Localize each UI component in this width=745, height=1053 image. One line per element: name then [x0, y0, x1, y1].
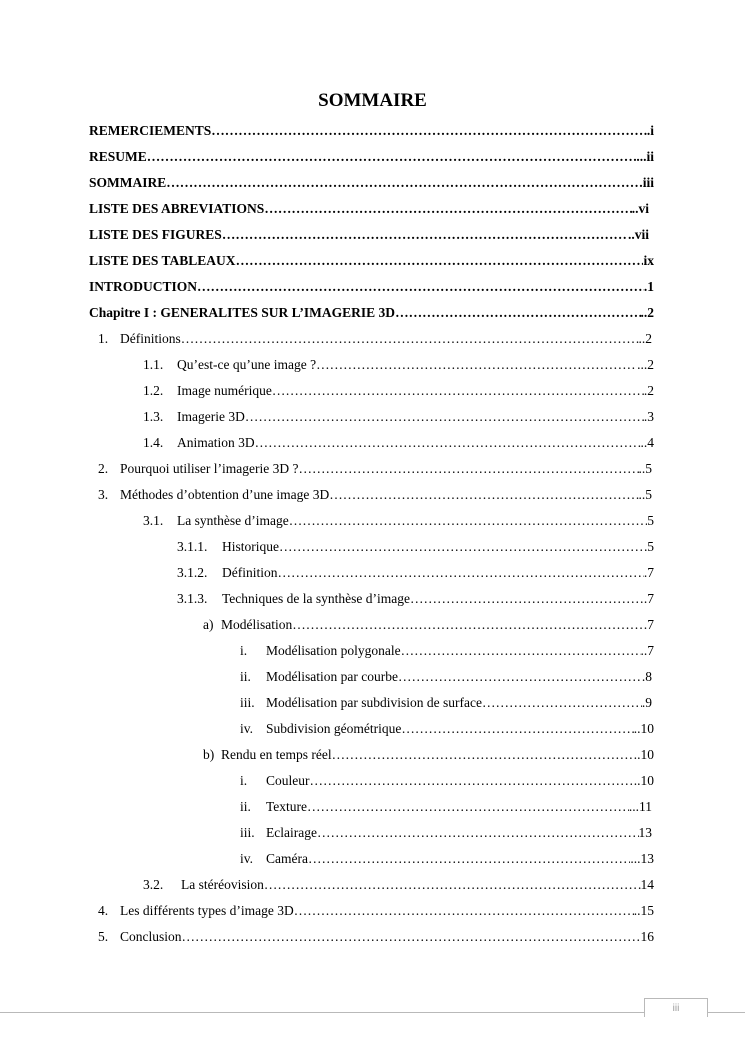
- toc-page-number: ..10: [633, 773, 654, 788]
- toc-entry-text: Qu’est-ce qu’une image ?: [177, 357, 317, 372]
- dot-leader: [298, 460, 638, 478]
- toc-page-number: .9: [641, 695, 652, 710]
- toc-entry-rendu-temps-reel[interactable]: [203, 746, 654, 764]
- toc-entry-number: iii.: [240, 695, 255, 710]
- toc-entry-number: 3.1.: [143, 513, 164, 528]
- toc-entry-synthese-image[interactable]: [143, 512, 654, 530]
- toc-entry-techniques[interactable]: [177, 590, 654, 608]
- toc-entry-number: ii.: [240, 799, 251, 814]
- toc-entry-text: Animation 3D: [177, 435, 255, 450]
- toc-entry-number: i.: [240, 643, 248, 658]
- toc-entry-text: RESUME: [89, 149, 147, 164]
- toc-entry-text: Rendu en temps réel: [221, 747, 332, 762]
- toc-entry-number: 1.4.: [143, 435, 164, 450]
- toc-entry-text: Pourquoi utiliser l’imagerie 3D ?: [120, 461, 299, 476]
- dot-leader: [166, 174, 642, 192]
- toc-entry-text: Les différents types d’image 3D: [120, 903, 294, 918]
- toc-page-number: ...2: [637, 357, 654, 372]
- toc-page-number: ..15: [633, 903, 654, 918]
- toc-entry-number: 1.3.: [143, 409, 164, 424]
- toc-entry-modelisation[interactable]: [203, 616, 654, 634]
- toc-entry-text: Imagerie 3D: [177, 409, 245, 424]
- toc-page-number: ..5: [638, 487, 652, 502]
- toc-entry-text: La synthèse d’image: [177, 513, 289, 528]
- dot-leader: [236, 252, 644, 270]
- dot-leader: [279, 538, 647, 556]
- toc-page-number: ...11: [628, 799, 652, 814]
- toc-page-number: .1: [643, 279, 654, 294]
- toc-page-number: .3: [643, 409, 654, 424]
- toc-page-number: ..2: [638, 331, 652, 346]
- toc-entry-number: 1.2.: [143, 383, 164, 398]
- dot-leader: [307, 798, 629, 816]
- toc-entry-text: LISTE DES TABLEAUX: [89, 253, 236, 268]
- dot-leader: [147, 148, 637, 166]
- toc-entry-sommaire[interactable]: [89, 174, 654, 192]
- toc-entry-text: Chapitre I : GENERALITES SUR L’IMAGERIE 3D: [89, 305, 396, 320]
- toc-page-number: ..vii: [627, 227, 649, 242]
- toc-page-number: 16: [640, 929, 654, 944]
- toc-entry-number: 3.: [98, 487, 109, 502]
- toc-page-number: 14: [640, 877, 654, 892]
- toc-entry-subdivision-geometrique[interactable]: [240, 720, 654, 738]
- dot-leader: [181, 330, 639, 348]
- toc-entry-animation-3d[interactable]: [143, 434, 654, 452]
- dot-leader: [398, 668, 642, 686]
- toc-entry-couleur[interactable]: [240, 772, 654, 790]
- toc-entry-text: Définition: [222, 565, 278, 580]
- dot-leader: [182, 928, 641, 946]
- dot-leader: [294, 902, 634, 920]
- toc-page-number: .2: [643, 383, 654, 398]
- dot-leader: [222, 226, 628, 244]
- toc-entry-chapitre-1[interactable]: [89, 304, 654, 322]
- toc-entry-number: iv.: [240, 851, 253, 866]
- toc-entry-text: Modélisation par subdivision de surface: [266, 695, 482, 710]
- toc-entry-text: REMERCIEMENTS: [89, 123, 212, 138]
- toc-entry-historique[interactable]: [177, 538, 654, 556]
- toc-entry-remerciements[interactable]: [89, 122, 654, 140]
- dot-leader: [310, 772, 634, 790]
- toc-entry-text: Historique: [222, 539, 279, 554]
- toc-entry-camera[interactable]: [240, 850, 654, 868]
- toc-page-number: .10: [637, 747, 654, 762]
- dot-leader: [401, 642, 641, 660]
- toc-entry-number: b): [203, 747, 215, 762]
- dot-leader: [401, 720, 633, 738]
- toc-entry-text: LISTE DES ABREVIATIONS: [89, 201, 265, 216]
- toc-entry-number: 3.1.2.: [177, 565, 208, 580]
- toc-entry-text: Couleur: [266, 773, 310, 788]
- dot-leader: [211, 122, 647, 140]
- dot-leader: [332, 746, 638, 764]
- toc-entry-modelisation-subdivision[interactable]: [240, 694, 652, 712]
- dot-leader: [317, 824, 639, 842]
- toc-entry-number: 3.1.3.: [177, 591, 208, 606]
- toc-entry-types-image[interactable]: [98, 902, 654, 920]
- dot-leader: [395, 304, 640, 322]
- dot-leader: [264, 200, 631, 218]
- toc-entry-number: ii.: [240, 669, 251, 684]
- toc-entry-text: Définitions: [120, 331, 181, 346]
- toc-entry-number: 3.1.1.: [177, 539, 208, 554]
- toc-page-number: ..5: [638, 461, 652, 476]
- toc-page-number: .8: [641, 669, 652, 684]
- toc-entry-number: a): [203, 617, 214, 632]
- toc-entry-text: Modélisation polygonale: [266, 643, 401, 658]
- toc-page-number: ix: [643, 253, 654, 268]
- dot-leader: [329, 486, 638, 504]
- dot-leader: [264, 876, 641, 894]
- toc-page-number: 5: [647, 513, 654, 528]
- toc-page-number: ...ii: [636, 149, 654, 164]
- toc-entry-texture[interactable]: [240, 798, 652, 816]
- toc-entry-modelisation-polygonale[interactable]: [240, 642, 654, 660]
- toc-entry-imagerie-3d[interactable]: [143, 408, 654, 426]
- toc-entry-text: Image numérique: [177, 383, 272, 398]
- toc-entry-text: SOMMAIRE: [89, 175, 167, 190]
- toc-entry-number: iv.: [240, 721, 253, 736]
- dot-leader: [410, 590, 644, 608]
- toc-entry-figures[interactable]: [89, 226, 649, 244]
- toc-entry-pourquoi[interactable]: [98, 460, 652, 478]
- toc-entry-abreviations[interactable]: [89, 200, 649, 218]
- toc-entry-text: Modélisation par courbe: [266, 669, 398, 684]
- page-title: SOMMAIRE: [318, 90, 427, 111]
- dot-leader: [482, 694, 642, 712]
- toc-entry-text: INTRODUCTION: [89, 279, 198, 294]
- toc-entry-introduction[interactable]: [89, 278, 654, 296]
- toc-entry-number: 5.: [98, 929, 109, 944]
- toc-entry-methodes[interactable]: [98, 486, 652, 504]
- toc-entry-number: 4.: [98, 903, 109, 918]
- dot-leader: [316, 356, 637, 374]
- toc-page-number: iii: [642, 175, 654, 190]
- toc-entry-text: Subdivision géométrique: [266, 721, 402, 736]
- toc-page-number: ..10: [633, 721, 654, 736]
- toc-entry-text: Méthodes d’obtention d’une image 3D: [120, 487, 330, 502]
- toc-entry-text: La stéréovision: [181, 877, 264, 892]
- toc-page-number: 13: [638, 825, 652, 840]
- dot-leader: [197, 278, 644, 296]
- toc-entry-number: i.: [240, 773, 248, 788]
- toc-entry-text: Techniques de la synthèse d’image: [222, 591, 410, 606]
- toc-entry-tableaux[interactable]: [89, 252, 654, 270]
- toc-entry-definitions[interactable]: [98, 330, 652, 348]
- toc-page-number: 7: [647, 617, 654, 632]
- toc-entry-modelisation-courbe[interactable]: [240, 668, 652, 686]
- dot-leader: [255, 434, 641, 452]
- toc-entry-resume[interactable]: [89, 148, 654, 166]
- dot-leader: [278, 564, 644, 582]
- toc-entry-text: Texture: [266, 799, 308, 814]
- toc-entry-number: iii.: [240, 825, 255, 840]
- toc-entry-text: Eclairage: [266, 825, 317, 840]
- toc-entry-conclusion[interactable]: [98, 928, 654, 946]
- toc-page-number: ..2: [640, 305, 654, 320]
- toc-page-number: .i: [646, 123, 654, 138]
- toc-page-number: ...13: [630, 851, 654, 866]
- toc-entry-number: 1.: [98, 331, 109, 346]
- dot-leader: [245, 408, 644, 426]
- footer-divider: [0, 1012, 745, 1013]
- toc-page-number: .7: [643, 565, 654, 580]
- toc-entry-text: Conclusion: [120, 929, 182, 944]
- toc-entry-number: 3.2.: [143, 877, 164, 892]
- toc-entry-number: 2.: [98, 461, 109, 476]
- toc-entry-number: 1.1.: [143, 357, 164, 372]
- toc-entry-stereovision[interactable]: [143, 876, 654, 894]
- toc-entry-text: Caméra: [266, 851, 308, 866]
- toc-entry-quest-ce-quune-image[interactable]: [143, 356, 654, 374]
- toc-entry-text: LISTE DES FIGURES: [89, 227, 222, 242]
- toc-page-number: 5: [647, 539, 654, 554]
- toc-page-number: .7: [643, 591, 654, 606]
- toc-page-number: ..7: [640, 643, 654, 658]
- dot-leader: [272, 382, 644, 400]
- toc-entry-text: Modélisation: [221, 617, 293, 632]
- toc-entry-eclairage[interactable]: [240, 824, 652, 842]
- dot-leader: [289, 512, 648, 530]
- footer-page-number: iii: [644, 998, 708, 1017]
- toc-entry-image-numerique[interactable]: [143, 382, 654, 400]
- toc-page-number: ..4: [640, 435, 654, 450]
- toc-entry-definition[interactable]: [177, 564, 654, 582]
- dot-leader: [308, 850, 630, 868]
- toc-page-number: ..vi: [631, 201, 649, 216]
- dot-leader: [292, 616, 647, 634]
